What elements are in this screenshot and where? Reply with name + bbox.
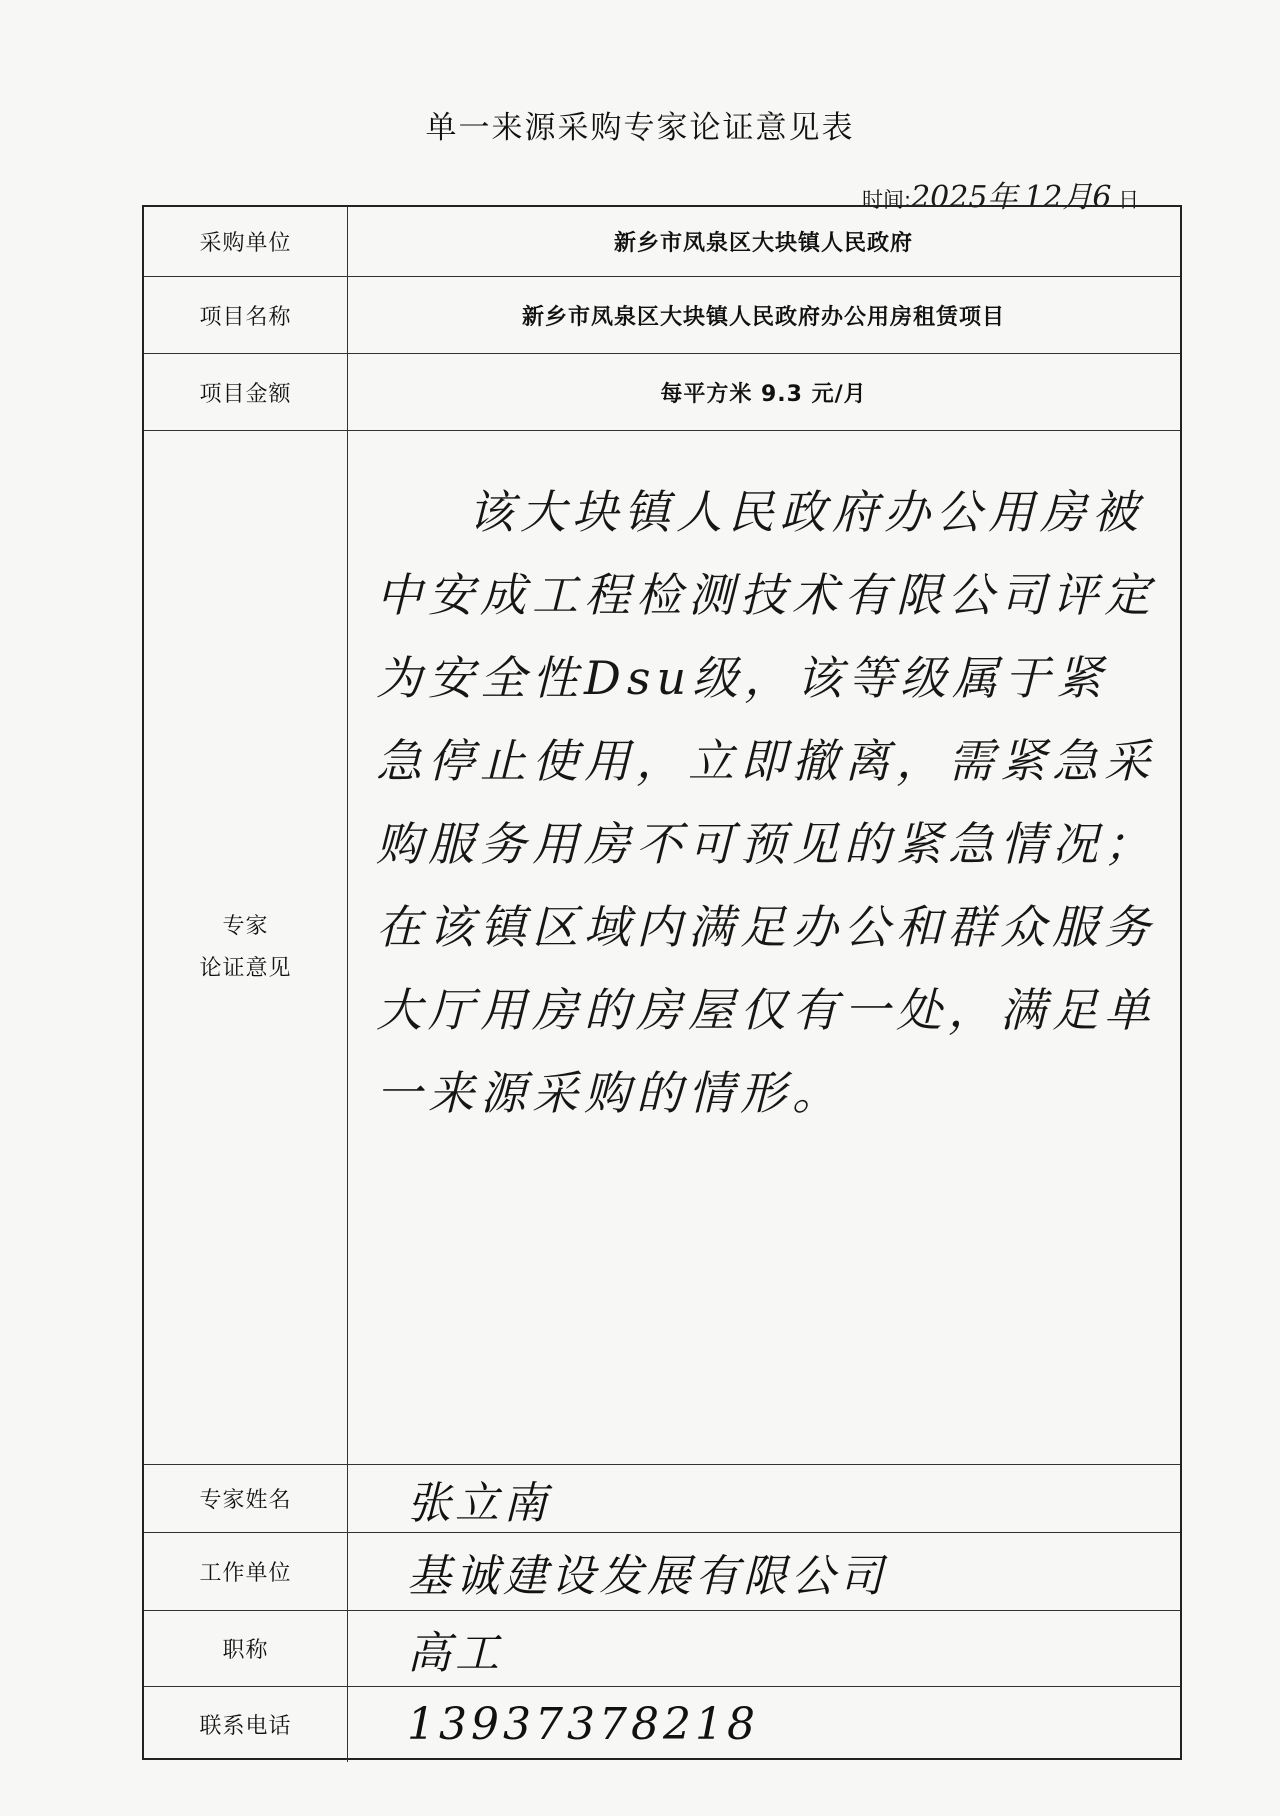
row-expert-name	[144, 1465, 1180, 1533]
job-title-value: 高工	[407, 1627, 503, 1679]
date-year: 2025年	[911, 180, 1018, 215]
job-title-label: 职称	[144, 1611, 348, 1686]
employer-value: 基诚建设发展有限公司	[407, 1550, 887, 1602]
row-opinion	[144, 431, 1180, 1465]
employer-label: 工作单位	[144, 1533, 348, 1610]
purchaser-value: 新乡市凤泉区大块镇人民政府	[613, 231, 913, 256]
amount-label: 项目金额	[144, 354, 348, 430]
row-job-title	[144, 1611, 1180, 1687]
date-day: 6	[1092, 180, 1112, 215]
row-project-name	[144, 277, 1180, 354]
row-purchaser	[144, 207, 1180, 277]
date-day-suffix: 日	[1118, 188, 1140, 212]
phone-label: 联系电话	[144, 1687, 348, 1762]
row-phone	[144, 1687, 1180, 1762]
opinion-label-line1: 专家	[222, 913, 269, 939]
form-table	[142, 205, 1182, 1760]
project-name-label: 项目名称	[144, 277, 348, 353]
phone-value: 13937378218	[407, 1699, 759, 1750]
project-name-value: 新乡市凤泉区大块镇人民政府办公用房租赁项目	[521, 304, 1005, 330]
date-label: 时间:	[862, 188, 912, 212]
row-employer	[144, 1533, 1180, 1611]
opinion-label-line2: 论证意见	[199, 955, 292, 981]
page-title: 单一来源采购专家论证意见表	[425, 110, 855, 146]
expert-name-label: 专家姓名	[144, 1465, 348, 1532]
opinion-label	[144, 431, 348, 1464]
date-month: 12月	[1024, 180, 1093, 215]
amount-value: 每平方米 9.3 元/月	[660, 381, 867, 407]
opinion-paragraph: 该大块镇人民政府办公用房被中安成工程检测技术有限公司评定为安全性Dsu级，该等级属于紧急停止使用，立即撤离，需紧急采购服务用房不可预见的紧急情况；在该镇区域内满足办公和群众服务大厅用房的房屋仅有一处，满足单一来源采购的情形。	[376, 485, 1156, 1120]
expert-name-signature: 张立南	[407, 1477, 551, 1529]
opinion-text	[376, 471, 1160, 1135]
purchaser-label: 采购单位	[144, 207, 348, 276]
row-amount	[144, 354, 1180, 431]
